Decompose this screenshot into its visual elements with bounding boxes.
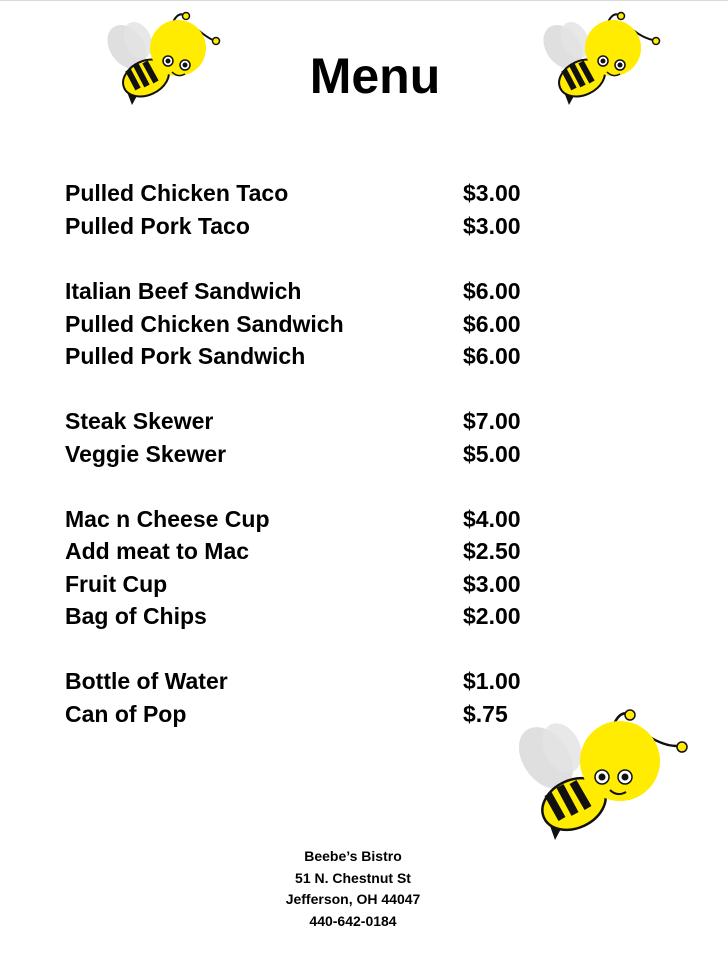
- menu-item-price: $3.00: [463, 180, 521, 206]
- menu-item-name: Can of Pop: [65, 701, 187, 727]
- menu-item-name: Pulled Chicken Taco: [65, 180, 289, 206]
- menu-item: [65, 438, 585, 470]
- menu-item: [65, 340, 585, 372]
- menu-item-price: $3.00: [463, 571, 521, 597]
- menu-item-price: $2.00: [463, 603, 521, 629]
- menu-item-price: $5.00: [463, 441, 521, 467]
- menu-item-price: $1.00: [463, 668, 521, 694]
- menu-item-price: $.75: [463, 701, 508, 727]
- menu-item-name: Bag of Chips: [65, 603, 207, 629]
- menu-item-price: $3.00: [463, 213, 521, 239]
- menu-item-name: Veggie Skewer: [65, 441, 227, 467]
- menu-item: [65, 308, 585, 340]
- menu-item-name: Bottle of Water: [65, 668, 228, 694]
- menu-item: [65, 210, 585, 242]
- menu-item-price: $7.00: [463, 408, 521, 434]
- menu-item: [65, 665, 585, 697]
- phone-number: 440-642-0184: [309, 912, 397, 929]
- top-divider: [0, 0, 728, 1]
- business-info: [203, 846, 503, 932]
- menu-item: [65, 535, 585, 567]
- menu-item-name: Mac n Cheese Cup: [65, 506, 270, 532]
- menu-item-price: $6.00: [463, 311, 521, 337]
- menu-item-name: Steak Skewer: [65, 408, 214, 434]
- menu-item-price: $4.00: [463, 506, 521, 532]
- street-address: 51 N. Chestnut St: [295, 869, 411, 886]
- page-title: Menu: [309, 48, 441, 104]
- menu-item: [65, 698, 585, 730]
- menu-item-name: Pulled Pork Taco: [65, 213, 250, 239]
- menu-item: [65, 177, 585, 209]
- menu-item-price: $6.00: [463, 278, 521, 304]
- menu-item: [65, 405, 585, 437]
- menu-item: [65, 568, 585, 600]
- menu-item-name: Pulled Pork Sandwich: [65, 343, 306, 369]
- city-state-zip: Jefferson, OH 44047: [285, 891, 421, 907]
- menu-item: [65, 275, 585, 307]
- menu-item-name: Add meat to Mac: [65, 538, 250, 564]
- menu-item-price: $6.00: [463, 343, 521, 369]
- menu-item: [65, 503, 585, 535]
- menu-item-price: $2.50: [463, 538, 521, 564]
- menu-item-name: Italian Beef Sandwich: [65, 278, 302, 304]
- business-name: Beebe’s Bistro: [304, 848, 402, 864]
- menu-item-name: Fruit Cup: [65, 571, 168, 597]
- menu-item: [65, 600, 585, 632]
- menu-item-name: Pulled Chicken Sandwich: [65, 311, 344, 337]
